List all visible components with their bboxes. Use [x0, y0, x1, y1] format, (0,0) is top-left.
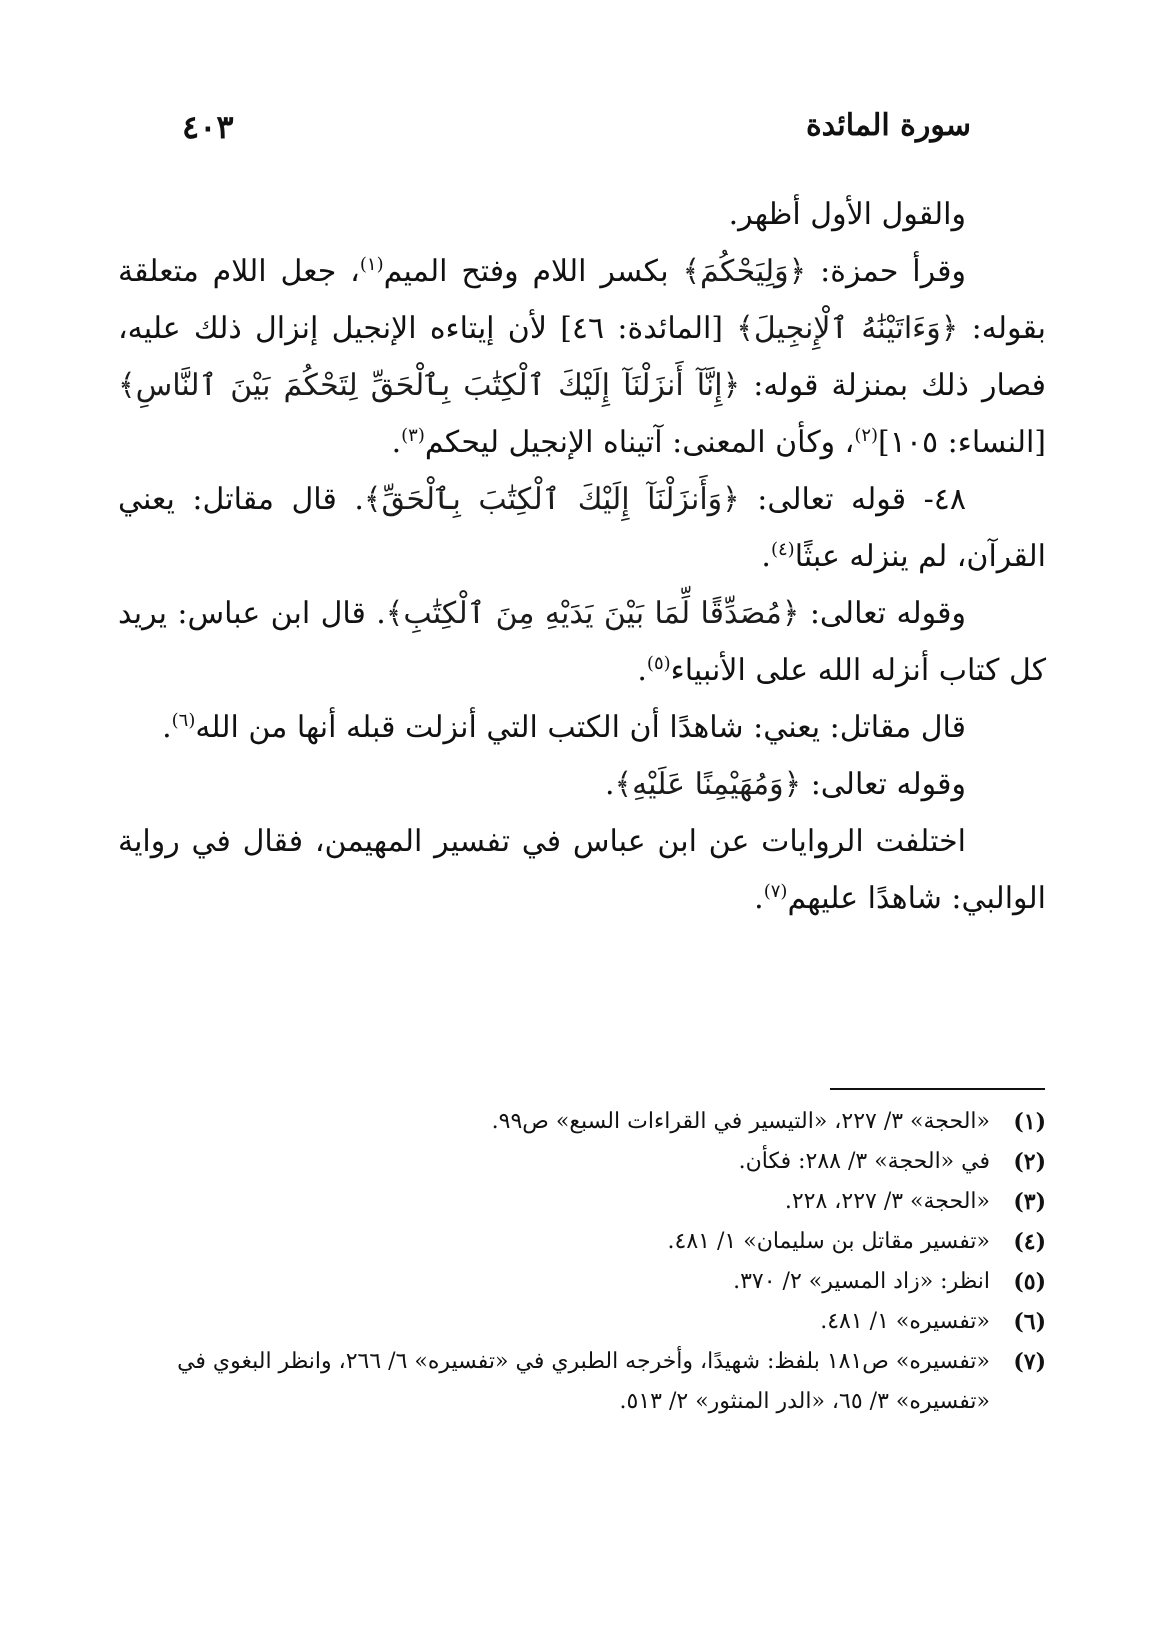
- footnote-number: (١): [1013, 1109, 1046, 1135]
- quran-quote: ﴿وَمُهَيْمِنًا عَلَيْهِ﴾: [614, 767, 802, 802]
- footnote: [118, 1342, 1046, 1422]
- footnote-text: «الحجة» ٣/ ٢٢٧، «التيسير في القراءات السبع» ص٩٩.: [491, 1109, 990, 1134]
- quran-quote: ﴿مُصَدِّقًا لِّمَا بَيْنَ يَدَيْهِ مِنَ ٱلْكِتَٰبِ﴾: [385, 596, 800, 631]
- footnote-text: في «الحجة» ٣/ ٢٨٨: فكأن.: [738, 1149, 990, 1174]
- footnote-reference: (٤): [770, 539, 795, 560]
- text-run: .: [604, 767, 615, 802]
- text-run: .: [391, 425, 402, 460]
- text-run: اختلفت الروايات عن ابن عباس في تفسير المهيمن، فقال في رواية الوالبي: شاهدًا عليهم: [118, 824, 1046, 916]
- footnote-reference: (٢): [854, 425, 879, 446]
- footnote-reference: (٧): [763, 881, 788, 902]
- paragraph: [118, 186, 1046, 243]
- footnote: [118, 1262, 1046, 1302]
- page-number: ٤٠٣: [182, 108, 234, 146]
- text-run: [المائدة: ٤٦] لأن إيتاءه الإنجيل إنزال ذلك عليه، فصار ذلك بمنزلة قوله:: [118, 311, 1047, 403]
- text-run: ، جعل اللام متعلقة بقوله:: [118, 254, 1046, 346]
- footnote-divider: [830, 1088, 1045, 1090]
- footnote-text: «الحجة» ٣/ ٢٢٧، ٢٢٨.: [784, 1189, 990, 1214]
- footnote: [118, 1302, 1046, 1342]
- footnote-number: (٧): [1013, 1349, 1046, 1375]
- text-run: بكسر اللام وفتح الميم: [383, 254, 683, 289]
- footnotes: [118, 1102, 1046, 1422]
- paragraph: [118, 471, 1046, 585]
- text-run: .: [754, 881, 764, 916]
- footnote: [118, 1182, 1046, 1222]
- text-run: وقرأ حمزة:: [806, 254, 966, 289]
- paragraph: [118, 243, 1046, 471]
- text-run: وقوله تعالى:: [799, 596, 966, 631]
- footnote-reference: (٣): [401, 425, 425, 446]
- footnote-text: «تفسير مقاتل بن سليمان» ١/ ٤٨١.: [667, 1229, 990, 1254]
- paragraph: [118, 585, 1046, 699]
- footnote-text: «تفسيره» ص١٨١ بلفظ: شهيدًا، وأخرجه الطبري في «تفسيره» ٦/ ٢٦٦، وانظر البغوي في «تفسيره» ٣/ ٦٥، «الدر المنثور» ٢/ ٥١٣.: [177, 1349, 990, 1414]
- body-text: [118, 186, 1046, 927]
- footnote: [118, 1142, 1046, 1182]
- footnote-reference: (٦): [171, 710, 196, 731]
- footnote-text: «تفسيره» ١/ ٤٨١.: [820, 1309, 990, 1334]
- footnote-number: (٤): [1013, 1229, 1046, 1255]
- text-run: .: [162, 710, 172, 745]
- paragraph: [118, 756, 1046, 813]
- footnote-reference: (٥): [646, 653, 671, 674]
- text-run: ، وكأن المعنى: آتيناه الإنجيل ليحكم: [424, 425, 855, 460]
- footnote: [118, 1222, 1046, 1262]
- footnote-reference: (١): [359, 254, 384, 275]
- paragraph: [118, 699, 1046, 756]
- quran-quote: ﴿وَلِيَحْكُمَ﴾: [682, 254, 807, 289]
- text-run: ٤٨- قوله تعالى:: [739, 482, 966, 517]
- text-run: [النساء: ١٠٥]: [878, 425, 1046, 460]
- footnote-text: انظر: «زاد المسير» ٢/ ٣٧٠.: [733, 1269, 990, 1294]
- footnote: [118, 1102, 1046, 1142]
- paragraph: [118, 813, 1046, 927]
- text-run: وقوله تعالى:: [801, 767, 966, 802]
- quran-quote: ﴿إِنَّآ أَنزَلْنَآ إِلَيْكَ ٱلْكِتَٰبَ بِٱلْحَقِّ لِتَحْكُمَ بَيْنَ ٱلنَّاسِ﴾: [118, 368, 741, 403]
- text-run: قال مقاتل: يعني: شاهدًا أن الكتب التي أنزلت قبله أنها من الله: [195, 710, 966, 745]
- text-run: .: [637, 653, 647, 688]
- quran-quote: ﴿وَءَاتَيْنَٰهُ ٱلْإِنجِيلَ﴾: [736, 311, 959, 346]
- footnote-number: (٦): [1013, 1309, 1046, 1335]
- text-run: . قال ابن عباس: يريد كل كتاب أنزله الله على الأنبياء: [118, 596, 1046, 688]
- text-run: .: [761, 539, 771, 574]
- running-title: سورة المائدة: [805, 108, 971, 143]
- footnote-number: (٢): [1013, 1149, 1046, 1175]
- footnote-number: (٣): [1013, 1189, 1046, 1215]
- footnote-number: (٥): [1013, 1269, 1046, 1295]
- quran-quote: ﴿وَأَنزَلْنَآ إِلَيْكَ ٱلْكِتَٰبَ بِٱلْحَقِّ﴾: [363, 482, 740, 517]
- text-run: والقول الأول أظهر.: [728, 197, 966, 232]
- text-run: . قال مقاتل: يعني القرآن، لم ينزله عبثًا: [118, 482, 1046, 574]
